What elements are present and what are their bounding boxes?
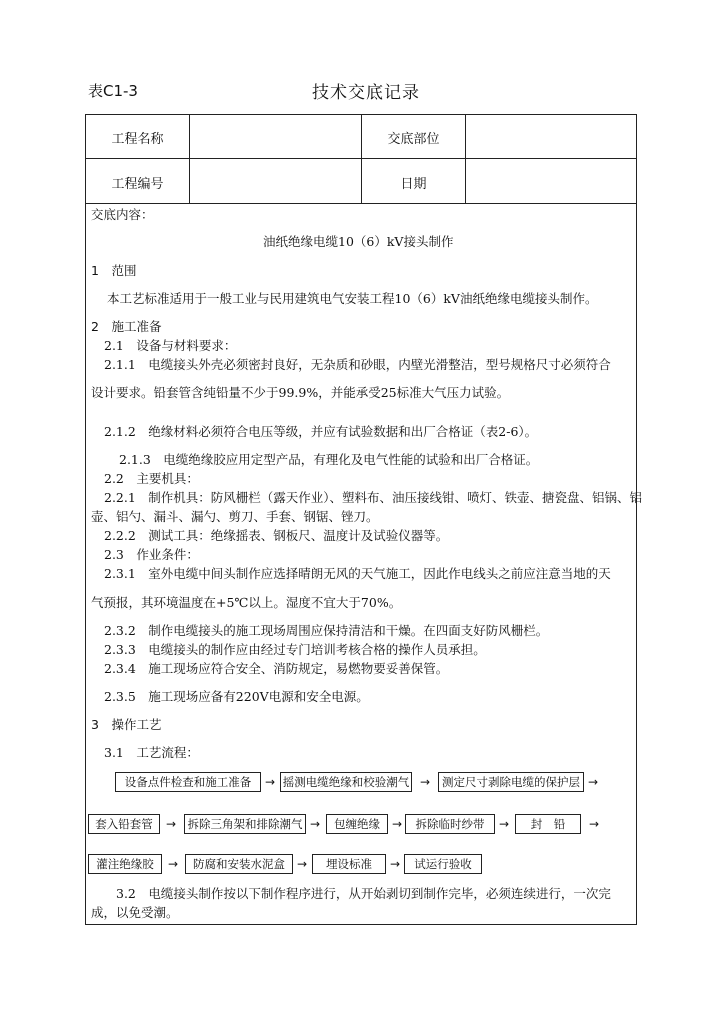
flow-step: 灌注绝缘胶: [88, 854, 162, 874]
page-title: 技术交底记录: [312, 83, 420, 103]
flow-arrow: →: [420, 775, 431, 789]
paragraph-line: 2.1.2 绝缘材料必须符合电压等级，并应有试验数据和出厂合格证（表2-6）。: [104, 424, 538, 439]
form-code: 表C1-3: [88, 82, 138, 100]
paragraph-line: 2.3.1 室外电缆中间头制作应选择晴朗无风的天气施工，因此作电线头之前应注意当地的天: [104, 566, 611, 581]
flow-arrow: →: [589, 817, 600, 831]
paragraph-line: 2.2.2 测试工具：绝缘摇表、钢板尺、温度计及试验仪器等。: [104, 528, 449, 543]
paragraph-line: 2.3.4 施工现场应符合安全、消防规定，易燃物要妥善保管。: [104, 661, 449, 676]
flow-step: 试运行验收: [404, 854, 482, 874]
handover-location-label: 交底部位: [387, 132, 440, 147]
flow-step: 防腐和安装水泥盒: [185, 854, 293, 874]
section-heading: 1 范围: [91, 263, 137, 278]
paragraph-line: 本工艺标准适用于一般工业与民用建筑电气安装工程10（6）kV油纸绝缘电缆接头制作。: [107, 291, 598, 306]
paragraph-line: 2.1.3 电缆绝缘胶应用定型产品，有理化及电气性能的试验和出厂合格证。: [119, 452, 539, 467]
flow-step: 测定尺寸剥除电缆的保护层: [438, 772, 584, 792]
paragraph-line: 2.1.1 电缆接头外壳必须密封良好，无杂质和砂眼，内壁光滑整洁，型号规格尺寸必须符合: [104, 357, 611, 372]
flow-step: 设备点件检查和施工准备: [115, 772, 261, 792]
flow-arrow: →: [297, 857, 308, 871]
flow-step: 拆除临时纱带: [405, 814, 495, 834]
flow-arrow: →: [265, 775, 276, 789]
paragraph-line: 2.3.3 电缆接头的制作应由经过专门培训考核合格的操作人员承担。: [104, 642, 486, 657]
flow-arrow: →: [588, 775, 599, 789]
subsection-heading: 3.1 工艺流程：: [104, 745, 199, 760]
subsection-heading: 2.2 主要机具：: [104, 471, 199, 486]
flow-arrow: →: [166, 817, 177, 831]
flow-step: 埋设标准: [312, 854, 386, 874]
date-label: 日期: [400, 177, 427, 192]
content-label: 交底内容：: [91, 207, 154, 222]
paragraph-line: 2.2.1 制作机具：防风栅栏（露天作业）、塑料布、油压接线钳、喷灯、铁壶、搪瓷盘、铝锅、铝: [104, 490, 643, 505]
paragraph-line: 壶、铝勺、漏斗、漏勺、剪刀、手套、钢锯、锉刀。: [91, 509, 379, 524]
flow-step: 封 铅: [515, 814, 581, 834]
flow-arrow: →: [390, 857, 401, 871]
document-title: 油纸绝缘电缆10（6）kV接头制作: [263, 234, 454, 249]
table-col-divider: [189, 114, 190, 203]
paragraph-line: 2.3.2 制作电缆接头的施工现场周围应保持清洁和干燥。在四面支好防风栅栏。: [104, 623, 549, 638]
table-col-divider: [465, 114, 466, 203]
section-heading: 3 操作工艺: [91, 717, 162, 732]
subsection-heading: 2.1 设备与材料要求：: [104, 338, 237, 353]
flow-step: 拆除三角架和排除潮气: [184, 814, 306, 834]
paragraph-line: 气预报，其环境温度在+5℃以上。湿度不宜大于70%。: [91, 595, 402, 610]
flow-arrow: →: [168, 857, 179, 871]
flow-step: 摇测电缆绝缘和校验潮气: [280, 772, 412, 792]
project-name-label: 工程名称: [111, 132, 164, 147]
flow-arrow: →: [310, 817, 321, 831]
paragraph-line: 成，以免受潮。: [91, 905, 179, 920]
section-heading: 2 施工准备: [91, 319, 162, 334]
paragraph-line: 设计要求。铅套管含纯铅量不少于99.9%，并能承受25标准大气压力试验。: [91, 385, 510, 400]
subsection-heading: 2.3 作业条件：: [104, 547, 199, 562]
flow-arrow: →: [392, 817, 403, 831]
project-number-label: 工程编号: [111, 177, 164, 192]
paragraph-line: 3.2 电缆接头制作按以下制作程序进行，从开始剥切到制作完毕，必须连续进行，一次完: [116, 886, 611, 901]
flow-step: 包缠绝缘: [326, 814, 388, 834]
flow-arrow: →: [499, 817, 510, 831]
table-row-divider: [85, 203, 637, 204]
flow-step: 套入铅套管: [88, 814, 160, 834]
paragraph-line: 2.3.5 施工现场应备有220V电源和安全电源。: [104, 689, 369, 704]
